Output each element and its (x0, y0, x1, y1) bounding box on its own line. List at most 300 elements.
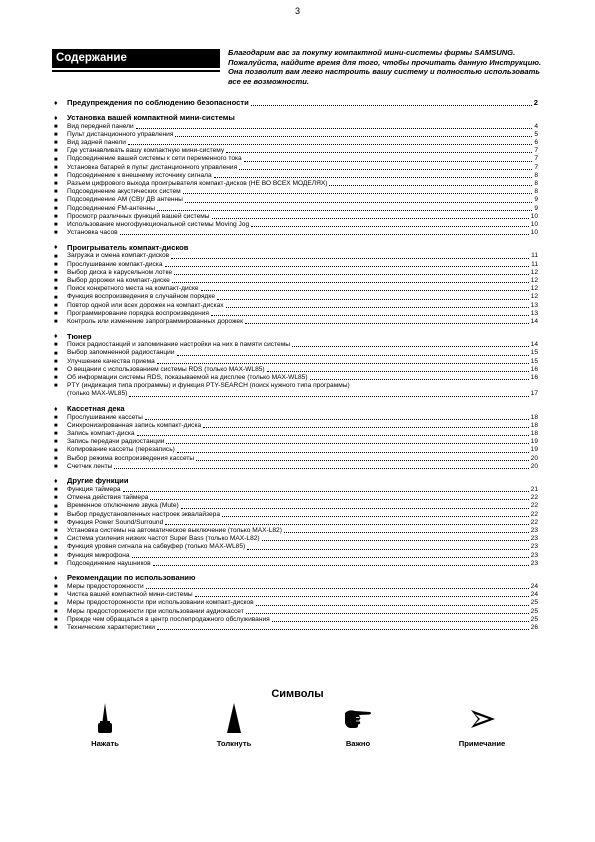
toc-page-number: 8 (534, 171, 538, 179)
toc-entry[interactable] (54, 560, 538, 568)
toc-page-number: 7 (534, 155, 538, 163)
square-bullet-icon: ■ (54, 616, 58, 623)
toc-entry-title: Просмотр различных функций вашей системы (67, 212, 210, 220)
toc-entry[interactable] (54, 205, 538, 213)
toc-page-number: 9 (534, 196, 538, 204)
dot-leader (136, 128, 533, 129)
page-title: Содержание (52, 49, 220, 68)
toc-page-number: 2 (533, 98, 538, 107)
toc-page-number: 7 (534, 163, 538, 171)
square-bullet-icon: ■ (54, 528, 58, 535)
toc-entry-title: Установка часов (67, 229, 118, 237)
toc-entry-continuation: (только MAX-WL85) (67, 390, 128, 398)
dot-leader (145, 419, 529, 420)
toc-page-number: 10 (530, 220, 538, 228)
toc-entry-title: Использование многофункциональной системы Moving Jog (67, 220, 250, 228)
dot-leader (267, 371, 529, 372)
toc-section-title: Рекомендации по использованию (67, 573, 196, 583)
square-bullet-icon: ■ (54, 269, 58, 276)
toc-entry-title: Подсоединение акустических систем (67, 188, 181, 196)
toc-entry-title: Прежде чем обращаться в центр послепродажного обслуживания (67, 615, 270, 623)
toc-entry[interactable] (54, 180, 538, 188)
square-bullet-icon: ■ (54, 222, 58, 229)
toc-entry-title: Поиск радиостанций и запоминание настройки на них в памяти системы (67, 341, 290, 349)
dot-leader (157, 629, 529, 630)
toc-entry-title: Где устанавливать вашу компактную мини-систему (67, 147, 225, 155)
symbol-important (313, 703, 403, 748)
toc-entry-title: Предупреждения по соблюдению безопасности (67, 98, 249, 107)
toc-entry[interactable] (54, 349, 538, 357)
toc-entry-title: Функция воспроизведения в случайном порядке (67, 293, 216, 301)
toc-entry-title: Подсоединение FM-антенны (67, 204, 155, 212)
dot-leader (171, 258, 529, 259)
page-number: 3 (294, 6, 300, 16)
toc-section (54, 332, 538, 399)
square-bullet-icon: ■ (54, 342, 58, 349)
square-bullet-icon: ■ (54, 319, 58, 326)
toc-entry-title: Вид задней панели (67, 139, 126, 147)
toc-page-number: 8 (534, 188, 538, 196)
dot-leader (150, 499, 528, 500)
toc-entry-title: Пульт дистанционного управления (67, 130, 174, 138)
toc-entry[interactable] (54, 196, 538, 204)
dot-leader (310, 379, 529, 380)
toc-section-heading (54, 243, 538, 253)
square-bullet-icon: ■ (54, 132, 58, 139)
dot-leader (201, 290, 529, 291)
square-bullet-icon: ■ (54, 544, 58, 551)
toc-section-title: Кассетная дека (67, 404, 125, 414)
toc-entry-title: Функция Power Sound/Surround (67, 518, 164, 526)
square-bullet-icon: ■ (54, 608, 58, 615)
toc-entry-title: Запись компакт-диска (67, 429, 135, 437)
dot-leader (247, 549, 528, 550)
toc-entry-title: Чистка вашей компактной мини-системы (67, 591, 193, 599)
toc-entry-title: Поиск конкретного места на компакт-диске (67, 285, 199, 293)
square-bullet-icon: ■ (54, 439, 58, 446)
toc-entry[interactable] (54, 552, 538, 560)
toc-entry-title: Программирование порядка воспроизведения (67, 309, 209, 317)
toc-page-number: 19 (530, 438, 538, 446)
toc-page-number: 19 (530, 446, 538, 454)
toc-page-number: 5 (534, 130, 538, 138)
toc-page-number: 11 (531, 260, 538, 268)
toc-entry[interactable] (54, 221, 538, 229)
dot-leader (211, 315, 529, 316)
toc-page-number: 25 (530, 607, 538, 615)
toc-entry-title: Счетчик ленты (67, 462, 113, 470)
toc-page-number: 6 (534, 139, 538, 147)
toc-entry-title: Разъем цифрового выхода проигрывателя компакт-дисков (НЕ ВО ВСЕХ МОДЕЛЯХ) (67, 179, 328, 187)
dot-leader (217, 299, 529, 300)
dot-leader (245, 323, 529, 324)
symbol-press (60, 703, 150, 748)
toc-page-number: 23 (530, 551, 538, 559)
square-bullet-icon: ■ (54, 600, 58, 607)
dot-leader (114, 468, 528, 469)
dot-leader (129, 396, 528, 397)
toc-page-number: 25 (530, 599, 538, 607)
dot-leader (222, 516, 529, 517)
toc-entry-title: Контроль или изменение запрограммированных дорожек (67, 317, 243, 325)
dot-leader (174, 274, 529, 275)
toc-section-title: Тюнер (67, 331, 92, 341)
square-bullet-icon: ■ (54, 181, 58, 188)
toc-page-number: 4 (534, 122, 538, 130)
square-bullet-icon: ■ (54, 310, 58, 317)
toc-entry[interactable] (54, 414, 538, 422)
toc-page-number: 18 (530, 429, 538, 437)
square-bullet-icon: ■ (54, 552, 58, 559)
toc-page-number: 24 (530, 591, 538, 599)
toc-entry[interactable] (54, 358, 538, 366)
toc-entry[interactable] (54, 430, 538, 438)
dot-leader (153, 565, 529, 566)
dot-leader (157, 363, 529, 364)
toc-entry[interactable] (54, 269, 538, 277)
toc-entry-title: Система усиления низких частот Super Bass (только MAX-L82) (67, 535, 260, 543)
square-bullet-icon: ■ (54, 375, 58, 382)
note-arrow-icon (467, 703, 497, 733)
toc-entry-title: Функция таймера (67, 486, 121, 493)
dot-leader (165, 266, 530, 267)
toc-entry-title: Выбор запомненной радиостанции (67, 349, 175, 357)
toc-entry[interactable] (54, 616, 538, 624)
toc-entry-title: Загрузка и смена компакт-дисков (67, 252, 170, 260)
square-bullet-icon: ■ (54, 536, 58, 543)
symbol-label: Нажать (91, 739, 119, 748)
toc-section (54, 98, 538, 108)
toc-entry[interactable] (54, 318, 538, 326)
square-bullet-icon: ■ (54, 560, 58, 567)
toc-section-heading (54, 404, 538, 414)
dot-leader (262, 540, 529, 541)
toc-page-number: 22 (530, 510, 538, 518)
symbol-label: Важно (345, 739, 371, 748)
toc-entry[interactable] (54, 486, 538, 494)
square-bullet-icon: ■ (54, 592, 58, 599)
toc-entry-title: PTY (индикация типа программы) и функция PTY-SEARCH (поиск нужного типа программы) (67, 382, 350, 390)
square-bullet-icon: ■ (54, 495, 58, 502)
toc-entry-title: Подсоединение к внешнему источнику сигнала (67, 171, 212, 179)
diamond-bullet-icon: ♦ (54, 405, 58, 413)
toc-entry[interactable] (54, 302, 538, 310)
square-bullet-icon: ■ (54, 366, 58, 373)
square-bullet-icon: ■ (54, 511, 58, 518)
toc-entry[interactable] (54, 310, 538, 318)
toc-entry-title: Выбор предустановленных настроек эквалайзера (67, 510, 220, 518)
toc-section (54, 404, 538, 471)
toc-page-number: 12 (530, 285, 538, 293)
toc-section-heading (54, 573, 538, 583)
toc-entry[interactable] (54, 608, 538, 616)
toc-entry-title: Функция микрофона (67, 551, 130, 559)
toc-entry-title: Копирование кассеты (перезапись) (67, 446, 175, 454)
toc-entry[interactable] (54, 511, 538, 519)
symbol-label: Примечание (458, 739, 506, 748)
toc-page-number: 23 (530, 543, 538, 551)
dot-leader (175, 136, 532, 137)
dot-leader (177, 452, 529, 453)
square-bullet-icon: ■ (54, 358, 58, 365)
square-bullet-icon: ■ (54, 156, 58, 163)
toc-page-number: 22 (530, 518, 538, 526)
toc-entry[interactable] (54, 624, 538, 632)
toc-section-title: Другие функции (67, 476, 129, 486)
toc-entry-title: Меры предосторожности при использовании аудиокассет (67, 607, 244, 615)
toc-entry[interactable] (54, 502, 538, 510)
toc-entry-title: Вид передней панели (67, 122, 134, 130)
toc-entry[interactable] (54, 455, 538, 463)
square-bullet-icon: ■ (54, 197, 58, 204)
toc-page-number: 17 (530, 390, 538, 398)
toc-page-number: 12 (530, 276, 538, 284)
toc-page-number: 13 (530, 301, 538, 309)
toc-entry[interactable] (54, 366, 538, 374)
square-bullet-icon: ■ (54, 261, 58, 268)
square-bullet-icon: ■ (54, 519, 58, 526)
toc-entry-title: Функция уровня сигнала на сабвуфер (только MAX-WL85) (67, 543, 246, 551)
dot-leader (157, 210, 532, 211)
toc-entry-title: Меры предосторожности при использовании компакт-дисков (67, 599, 254, 607)
dot-leader (185, 202, 532, 203)
toc-entry[interactable] (54, 123, 538, 131)
diamond-bullet-icon: ♦ (54, 333, 58, 341)
toc-entry-title: Выбор дорожки на компакт-диске (67, 276, 170, 284)
dot-leader (120, 234, 529, 235)
symbol-label: Толкнуть (216, 739, 252, 748)
symbols-title: Символы (271, 688, 324, 700)
toc-entry[interactable] (54, 599, 538, 607)
toc-entry-title: Выбор режима воспроизведения кассеты (67, 454, 195, 462)
toc-entry-title: Синхронизированная запись компакт-диска (67, 421, 202, 429)
square-bullet-icon: ■ (54, 213, 58, 220)
toc-page-number: 25 (530, 615, 538, 623)
dot-leader (203, 427, 529, 428)
toc-page-number: 18 (530, 421, 538, 429)
toc-entry[interactable] (54, 463, 538, 471)
dot-leader (292, 346, 529, 347)
toc-page-number: 18 (530, 413, 538, 421)
toc-section-heading (54, 332, 538, 342)
square-bullet-icon: ■ (54, 294, 58, 301)
toc-entry[interactable] (54, 164, 538, 172)
square-bullet-icon: ■ (54, 584, 58, 591)
pointing-hand-icon (343, 703, 373, 733)
square-bullet-icon: ■ (54, 230, 58, 237)
toc-entry[interactable] (54, 519, 538, 527)
toc-entry-title: Прослушивание компакт-диска (67, 260, 163, 268)
toc-entry-title: Установка системы на автоматическое выключение (только MAX-L82) (67, 526, 282, 534)
push-icon (224, 703, 244, 733)
toc-entry[interactable] (54, 98, 538, 108)
toc-page-number: 10 (530, 229, 538, 237)
square-bullet-icon: ■ (54, 455, 58, 462)
dot-leader (214, 177, 533, 178)
toc-page-number: 15 (530, 349, 538, 357)
toc-page-number: 12 (530, 293, 538, 301)
dot-leader (239, 169, 532, 170)
toc-section (54, 113, 538, 237)
toc-entry[interactable] (54, 374, 538, 382)
toc-page-number: 21 (530, 486, 538, 493)
dot-leader (251, 105, 532, 106)
square-bullet-icon: ■ (54, 205, 58, 212)
dot-leader (256, 605, 529, 606)
toc-entry-title: Подсоединение вашей системы к сети переменного тока (67, 155, 242, 163)
toc-page-number: 23 (530, 535, 538, 543)
toc-section (54, 476, 538, 567)
dot-leader (246, 613, 529, 614)
dot-leader (166, 443, 528, 444)
toc-entry[interactable] (54, 277, 538, 285)
toc-section-title: Проигрыватель компакт-дисков (67, 242, 189, 252)
toc-entry-title: Улучшение качества приема (67, 357, 155, 365)
toc-entry-title: Выбор диска в карусельном лотке (67, 268, 173, 276)
dot-leader (226, 152, 532, 153)
toc-section-title: Установка вашей компактной мини-системы (67, 113, 235, 123)
square-bullet-icon: ■ (54, 350, 58, 357)
square-bullet-icon: ■ (54, 253, 58, 260)
dot-leader (251, 226, 529, 227)
square-bullet-icon: ■ (54, 383, 58, 390)
toc-page-number: 14 (530, 317, 538, 325)
toc-entry-first-line[interactable] (54, 382, 538, 390)
toc-page-number: 20 (530, 462, 538, 470)
toc-page-number: 20 (530, 454, 538, 462)
toc-entry[interactable] (54, 229, 538, 237)
dot-leader (181, 508, 529, 509)
toc-entry[interactable] (54, 131, 538, 139)
toc-page-number: 16 (530, 365, 538, 373)
dot-leader (226, 307, 529, 308)
toc-page-number: 14 (530, 341, 538, 349)
toc-page-number: 15 (530, 357, 538, 365)
square-bullet-icon: ■ (54, 447, 58, 454)
toc-page-number: 9 (534, 204, 538, 212)
dot-leader (183, 193, 533, 194)
dot-leader (123, 491, 529, 492)
toc-page-number: 22 (530, 494, 538, 502)
dot-leader (212, 218, 529, 219)
dot-leader (132, 557, 529, 558)
toc-entry[interactable] (54, 591, 538, 599)
toc-page-number: 24 (530, 582, 538, 590)
toc-entry-title: Отмена действия таймера (67, 494, 149, 502)
toc-entry[interactable] (54, 583, 538, 591)
toc-entry[interactable] (54, 527, 538, 535)
toc-page-number: 23 (530, 526, 538, 534)
table-of-contents (54, 98, 538, 638)
square-bullet-icon: ■ (54, 189, 58, 196)
dot-leader (284, 532, 529, 533)
dot-leader (177, 355, 529, 356)
toc-entry[interactable] (54, 422, 538, 430)
toc-page-number: 16 (530, 373, 538, 381)
toc-entry[interactable] (54, 494, 538, 502)
symbol-note (437, 703, 527, 748)
toc-entry[interactable] (54, 543, 538, 551)
dot-leader (196, 460, 528, 461)
toc-page-number: 22 (530, 502, 538, 510)
title-underline (52, 70, 220, 72)
toc-entry[interactable] (54, 213, 538, 221)
toc-page-number: 7 (534, 147, 538, 155)
diamond-bullet-icon: ♦ (54, 574, 58, 582)
square-bullet-icon: ■ (54, 278, 58, 285)
square-bullet-icon: ■ (54, 173, 58, 179)
toc-page-number: 23 (530, 559, 538, 567)
toc-section (54, 573, 538, 632)
square-bullet-icon: ■ (54, 422, 58, 429)
toc-entry-title: Запись передачи радиостанции (67, 438, 165, 446)
square-bullet-icon: ■ (54, 286, 58, 293)
toc-entry-title: Временное отключение звука (Mute) (67, 502, 179, 510)
press-icon (95, 703, 115, 733)
square-bullet-icon: ■ (54, 164, 58, 171)
square-bullet-icon: ■ (54, 302, 58, 309)
toc-entry[interactable] (54, 139, 538, 147)
dot-leader (137, 435, 529, 436)
symbol-push (189, 703, 279, 748)
square-bullet-icon: ■ (54, 123, 58, 130)
diamond-bullet-icon: ♦ (54, 99, 58, 107)
toc-entry-title: Установка батарей в пульт дистанционного управления (67, 163, 238, 171)
toc-entry[interactable] (54, 438, 538, 446)
toc-entry-title: Технические характеристики (67, 623, 155, 631)
dot-leader (172, 282, 529, 283)
dot-leader (195, 596, 529, 597)
square-bullet-icon: ■ (54, 431, 58, 438)
square-bullet-icon: ■ (54, 463, 58, 470)
dot-leader (272, 621, 529, 622)
toc-page-number: 8 (534, 179, 538, 187)
toc-entry[interactable] (54, 261, 538, 269)
square-bullet-icon: ■ (54, 148, 58, 155)
toc-entry[interactable] (54, 155, 538, 163)
toc-page-number: 11 (531, 252, 538, 260)
intro-text: Благодарим вас за покупку компактной мини-системы фирмы SAMSUNG. Пожалуйста, найдите время для того, чтобы прочитать данную Инструкцию. Она позволит вам легко настроить вашу систему и полностью использовать все ее возможности. (228, 48, 542, 86)
dot-leader (165, 524, 528, 525)
toc-entry-title: О вещании с использованием системы RDS (только MAX-WL85) (67, 365, 265, 373)
diamond-bullet-icon: ♦ (54, 244, 58, 252)
square-bullet-icon: ■ (54, 140, 58, 147)
dot-leader (329, 185, 532, 186)
toc-entry-title: Об информации системы RDS, показываемой на дисплее (только MAX-WL85) (67, 373, 308, 381)
toc-entry-title: Подсоединение АМ (СВ)/ ДВ антенны (67, 196, 183, 204)
diamond-bullet-icon: ♦ (54, 114, 58, 122)
diamond-bullet-icon: ♦ (54, 478, 58, 486)
toc-entry[interactable] (54, 252, 538, 260)
toc-section-heading (54, 476, 538, 486)
toc-entry-title: Меры предосторожности (67, 582, 144, 590)
toc-entry[interactable] (54, 390, 538, 398)
dot-leader (146, 588, 529, 589)
toc-entry[interactable] (54, 172, 538, 180)
toc-page-number: 26 (530, 623, 538, 631)
toc-entry[interactable] (54, 446, 538, 454)
square-bullet-icon: ■ (54, 414, 58, 421)
toc-page-number: 12 (530, 268, 538, 276)
toc-section-heading (54, 113, 538, 123)
square-bullet-icon: ■ (54, 487, 58, 494)
toc-entry[interactable] (54, 293, 538, 301)
toc-entry-title: Подсоединение наушников (67, 559, 151, 567)
toc-page-number: 10 (530, 212, 538, 220)
toc-page-number: 13 (530, 309, 538, 317)
toc-entry-title: Прослушивание кассеты (67, 413, 143, 421)
toc-entry[interactable] (54, 188, 538, 196)
